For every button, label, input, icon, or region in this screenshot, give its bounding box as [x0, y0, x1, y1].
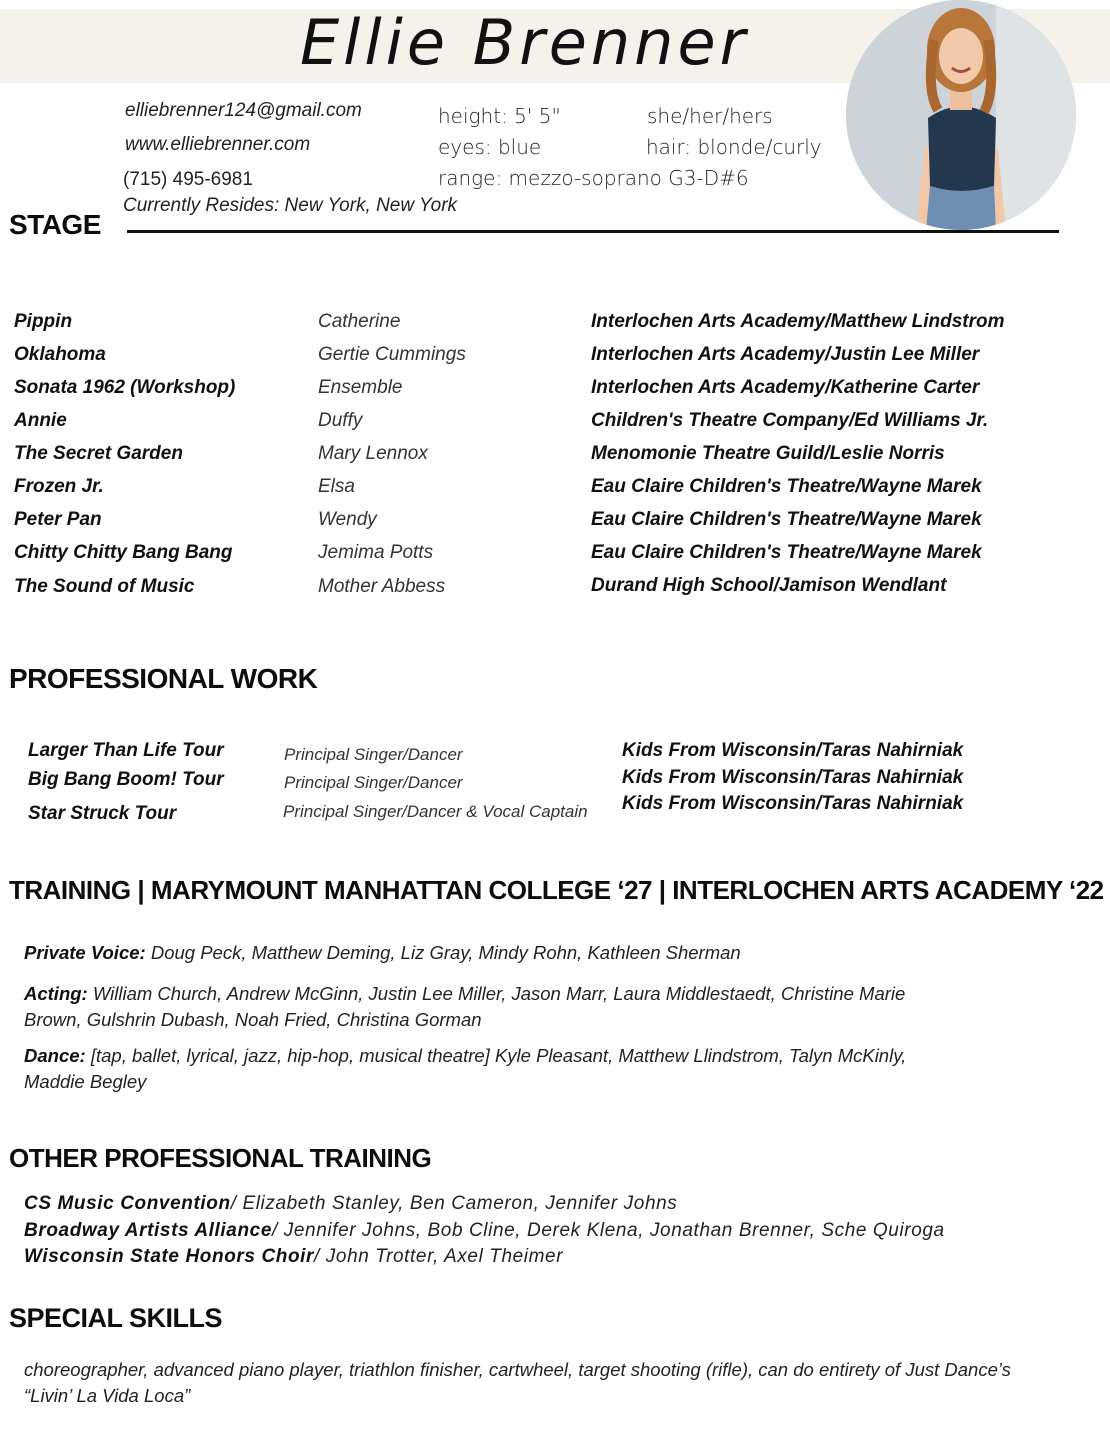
professional-heading: PROFESSIONAL WORK	[9, 663, 318, 694]
other-training-heading: OTHER PROFESSIONAL TRAINING	[9, 1143, 432, 1173]
other-training-item	[24, 1220, 945, 1242]
stage-role: Mother Abbess	[318, 576, 446, 597]
other-training-org: Broadway Artists Alliance	[24, 1220, 273, 1241]
pro-role: Principal Singer/Dancer	[284, 745, 463, 764]
other-training-people: / Elizabeth Stanley, Ben Cameron, Jennifer Johns	[230, 1193, 678, 1214]
stage-theatre: Menomonie Theatre Guild/Leslie Norris	[591, 443, 945, 464]
stage-theatre: Eau Claire Children's Theatre/Wayne Marek	[591, 509, 982, 530]
stage-show: Chitty Chitty Bang Bang	[14, 542, 233, 563]
voice-teachers: Doug Peck, Matthew Deming, Liz Gray, Mindy Rohn, Kathleen Sherman	[145, 942, 741, 963]
stage-show: Peter Pan	[14, 509, 102, 530]
stage-theatre: Durand High School/Jamison Wendlant	[591, 575, 947, 596]
pro-show: Larger Than Life Tour	[28, 740, 224, 761]
pro-show: Star Struck Tour	[28, 803, 177, 824]
resume-name: Ellie Brenner	[300, 6, 750, 79]
stage-theatre: Eau Claire Children's Theatre/Wayne Marek	[591, 542, 982, 563]
pro-company: Kids From Wisconsin/Taras Nahirniak	[622, 767, 964, 788]
stage-theatre: Interlochen Arts Academy/Justin Lee Miller	[591, 344, 980, 365]
stage-show: Oklahoma	[14, 344, 106, 365]
hair-stat: hair: blonde/curly	[646, 135, 822, 159]
phone-number: (715) 495-6981	[123, 169, 253, 190]
headshot-photo	[846, 0, 1076, 230]
stage-show: Annie	[14, 410, 67, 431]
skills-text: choreographer, advanced piano player, triathlon finisher, cartwheel, target shooting (rifle), can do entirety of Just Dance’s “Livin’ La Vida Loca”	[24, 1359, 1011, 1406]
acting-teachers: William Church, Andrew McGinn, Justin Lee Miller, Jason Marr, Laura Middlestaedt, Christine Marie Brown, Gulshrin Dubash, Noah Fried, Christina Gorman	[24, 983, 906, 1030]
stage-role: Duffy	[318, 410, 363, 431]
other-training-item	[24, 1193, 677, 1215]
stage-theatre: Eau Claire Children's Theatre/Wayne Marek	[591, 476, 982, 497]
stage-role: Jemima Potts	[318, 542, 434, 563]
other-training-org: CS Music Convention	[24, 1193, 231, 1214]
stage-role: Wendy	[318, 509, 377, 530]
stage-show: Sonata 1962 (Workshop)	[14, 377, 236, 398]
pro-role: Principal Singer/Dancer & Vocal Captain	[283, 802, 588, 821]
pro-company: Kids From Wisconsin/Taras Nahirniak	[622, 740, 964, 761]
training-heading: TRAINING | MARYMOUNT MANHATTAN COLLEGE ‘27 | INTERLOCHEN ARTS ACADEMY ‘22	[9, 875, 1104, 905]
stage-show: The Sound of Music	[14, 576, 195, 597]
other-training-item	[24, 1246, 563, 1268]
stage-show: The Secret Garden	[14, 443, 183, 464]
stage-role: Gertie Cummings	[318, 344, 466, 365]
range-stat: range: mezzo-soprano G3-D#6	[438, 166, 749, 190]
other-training-people: / Jennifer Johns, Bob Cline, Derek Klena, Jonathan Brenner, Sche Quiroga	[272, 1220, 945, 1241]
stage-role: Catherine	[318, 311, 401, 332]
eyes-stat: eyes: blue	[438, 135, 542, 159]
acting-label: Acting:	[24, 983, 88, 1004]
stage-show: Pippin	[14, 311, 73, 332]
website-link[interactable]: www.elliebrenner.com	[125, 134, 311, 155]
email-link[interactable]: elliebrenner124@gmail.com	[125, 100, 362, 121]
acting-training	[24, 981, 954, 1033]
voice-training	[24, 940, 954, 966]
stage-heading: STAGE	[9, 209, 101, 240]
height-stat: height: 5' 5"	[438, 104, 561, 128]
stage-role: Mary Lennox	[318, 443, 428, 464]
dance-training	[24, 1043, 954, 1095]
pro-company: Kids From Wisconsin/Taras Nahirniak	[622, 793, 964, 814]
pronouns-stat: she/her/hers	[647, 104, 773, 128]
stage-role: Ensemble	[318, 377, 403, 398]
stage-theatre: Children's Theatre Company/Ed Williams Jr.	[591, 410, 989, 431]
voice-label: Private Voice:	[24, 942, 146, 963]
other-training-people: / John Trotter, Axel Theimer	[314, 1246, 564, 1267]
skills-heading: SPECIAL SKILLS	[9, 1303, 223, 1333]
stage-role: Elsa	[318, 476, 355, 497]
dance-label: Dance:	[24, 1045, 86, 1066]
stage-theatre: Interlochen Arts Academy/Katherine Carter	[591, 377, 980, 398]
other-training-org: Wisconsin State Honors Choir	[24, 1246, 315, 1267]
pro-role: Principal Singer/Dancer	[284, 773, 463, 792]
section-divider	[127, 230, 1059, 233]
dance-teachers: [tap, ballet, lyrical, jazz, hip-hop, musical theatre] Kyle Pleasant, Matthew Llindstrom, Talyn McKinly, Maddie Begley	[24, 1045, 907, 1092]
pro-show: Big Bang Boom! Tour	[28, 769, 224, 790]
stage-theatre: Interlochen Arts Academy/Matthew Lindstrom	[591, 311, 1005, 332]
stage-show: Frozen Jr.	[14, 476, 104, 497]
residence: Currently Resides: New York, New York	[123, 195, 458, 216]
